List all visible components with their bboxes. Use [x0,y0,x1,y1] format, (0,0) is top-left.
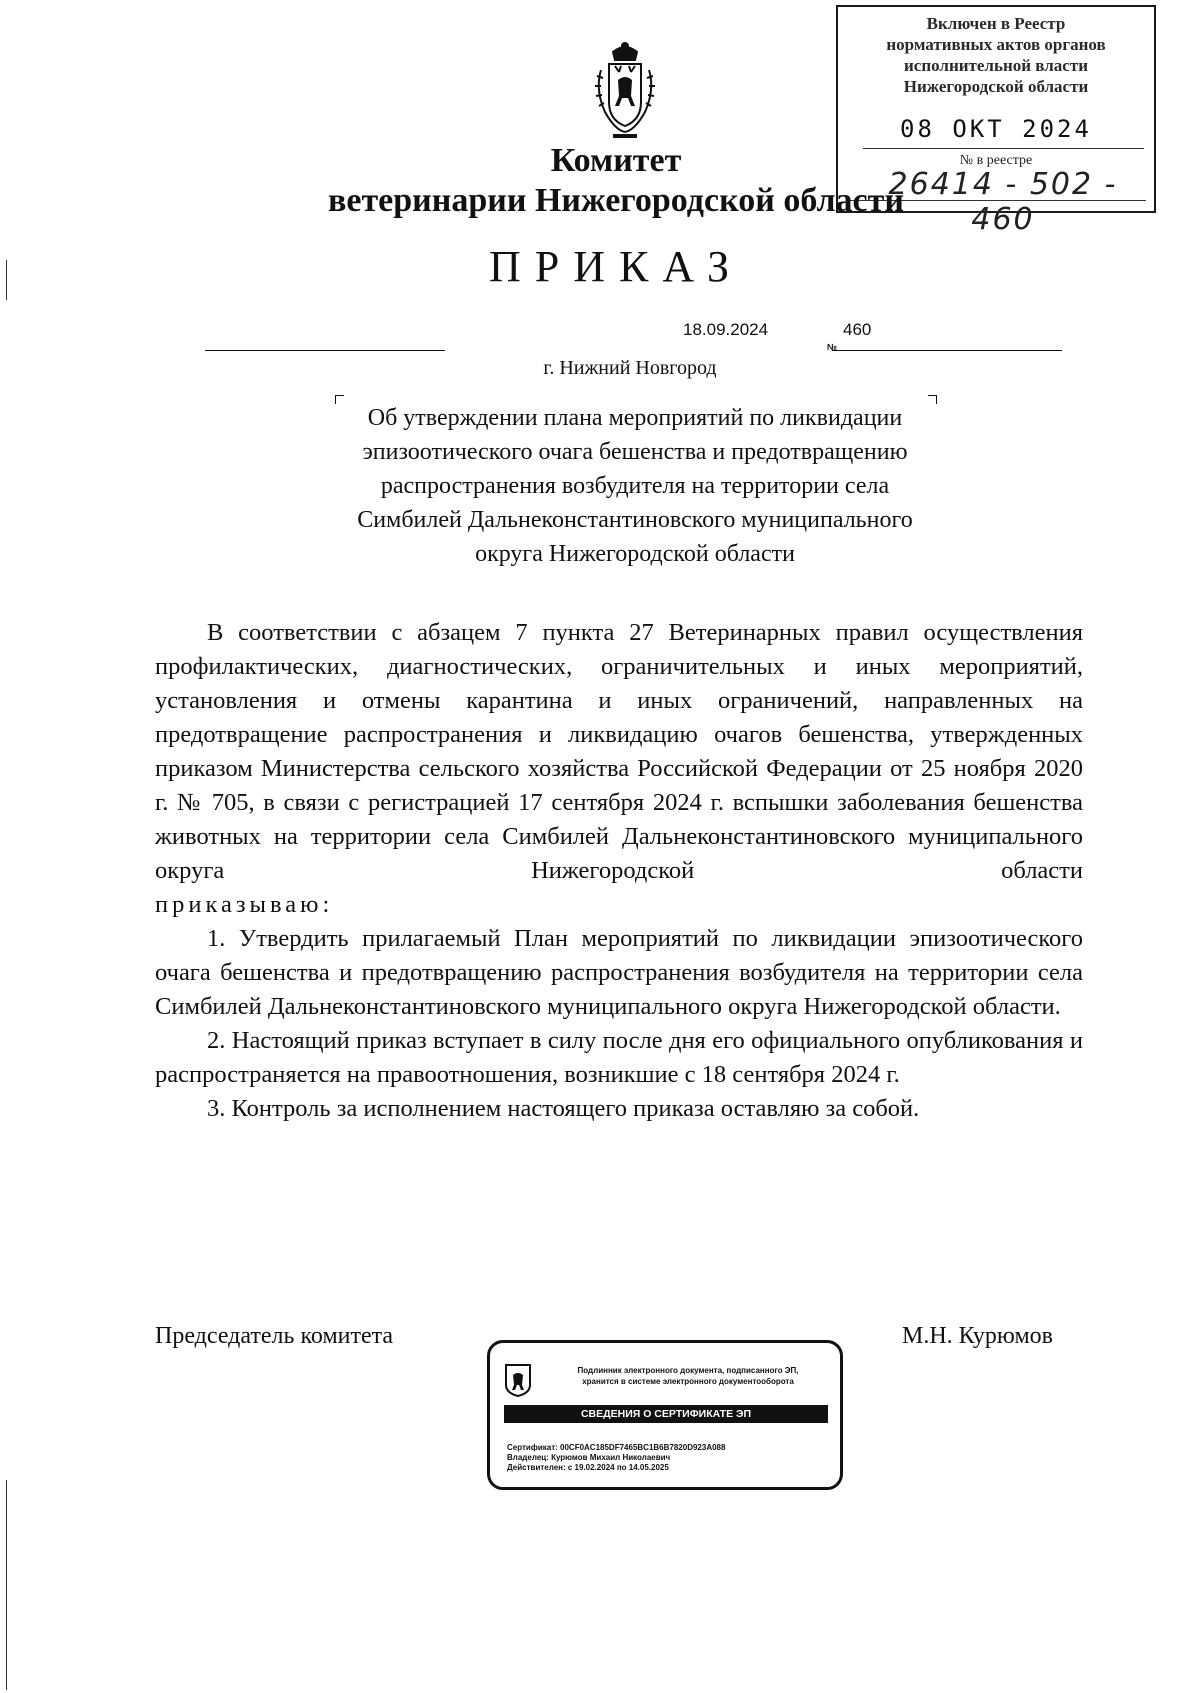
esign-header [540,1365,836,1387]
stamp-number-label: № в реестре [959,153,1033,168]
document-date: 18.09.2024 [683,320,769,339]
scan-artifact-line [6,260,7,300]
esign-validity: Действителен: с 19.02.2024 по 14.05.2025 [507,1463,669,1472]
esign-header-line-2: хранится в системе электронного документооборота [582,1377,794,1386]
date-underline [205,350,445,351]
esign-certificate: Сертификат: 00CF0AC185DF7465BC1B6B7820D923A088 [507,1443,726,1452]
esign-banner: СВЕДЕНИЯ О СЕРТИФИКАТЕ ЭП [504,1405,828,1423]
document-type: ПРИКАЗ [488,242,744,291]
stamp-line-3: исполнительной власти [904,56,1088,75]
document-number: 460 [843,320,872,339]
document-city: г. Нижний Новгород [543,357,717,379]
esign-details [507,1443,837,1473]
preamble-paragraph: В соответствии с абзацем 7 пункта 27 Ветеринарных правил осуществления профилактических, диагностических, ограничительных и иных мероприятий, установления и отмены карантина и иных ограничений, направленных на предотвращение распространения и ликвидацию очагов бешенства, утвержденных приказом Министерства сельского хозяйства Российской Федерации от 25 ноября 2020 г. № 705, в связи с регистрацией 17 сентября 2024 г. вспышки заболевания бешенства животных на территории села Симбилей Дальнеконстантиновского муниципального округа Нижегородской области [155,619,1083,884]
electronic-signature-stamp [487,1340,843,1490]
number-underline [832,350,1062,351]
stamp-registry-number: 26414 - 502 - 460 [888,167,1118,237]
document-number-prefix: № [827,342,838,352]
document-body [155,616,1083,1126]
coat-of-arms-icon [585,40,665,140]
stamp-line-4: Нижегородской области [903,77,1089,96]
signer-position: Председатель комитета [155,1323,394,1349]
document-title: Об утверждении плана мероприятий по ликвидации эпизоотического очага бешенства и предотвращению распространения возбудителя на территории села Симбилей Дальнеконстантиновского муниципального округа Нижегородской области [357,405,913,567]
emblem-icon [504,1363,532,1397]
esign-header-line-1: Подлинник электронного документа, подписанного ЭП, [577,1366,799,1375]
stamp-line-2: нормативных актов органов [886,35,1106,54]
order-item-1: 1. Утвердить прилагаемый План мероприятий по ликвидации эпизоотического очага бешенства и предотвращению распространения возбудителя на территории села Симбилей Дальнеконстантиновского муниципального округа Нижегородской области. [155,925,1083,1020]
signer-name: М.Н. Курюмов [902,1323,1054,1349]
esign-owner: Владелец: Курюмов Михаил Николаевич [507,1453,671,1462]
committee-name-line-2: ветеринарии Нижегородской области [328,182,904,219]
stamp-line-1: Включен в Реестр [926,14,1066,33]
order-item-2: 2. Настоящий приказ вступает в силу после дня его официального опубликования и распространяется на правоотношения, возникшие с 18 сентября 2024 г. [155,1027,1083,1088]
order-item-3: 3. Контроль за исполнением настоящего приказа оставляю за собой. [207,1095,920,1122]
scan-artifact-line [6,1480,7,1690]
stamp-date: 08 ОКТ 2024 [900,115,1092,143]
orders-word: приказываю: [155,891,334,918]
committee-name-line-1: Комитет [550,142,682,179]
